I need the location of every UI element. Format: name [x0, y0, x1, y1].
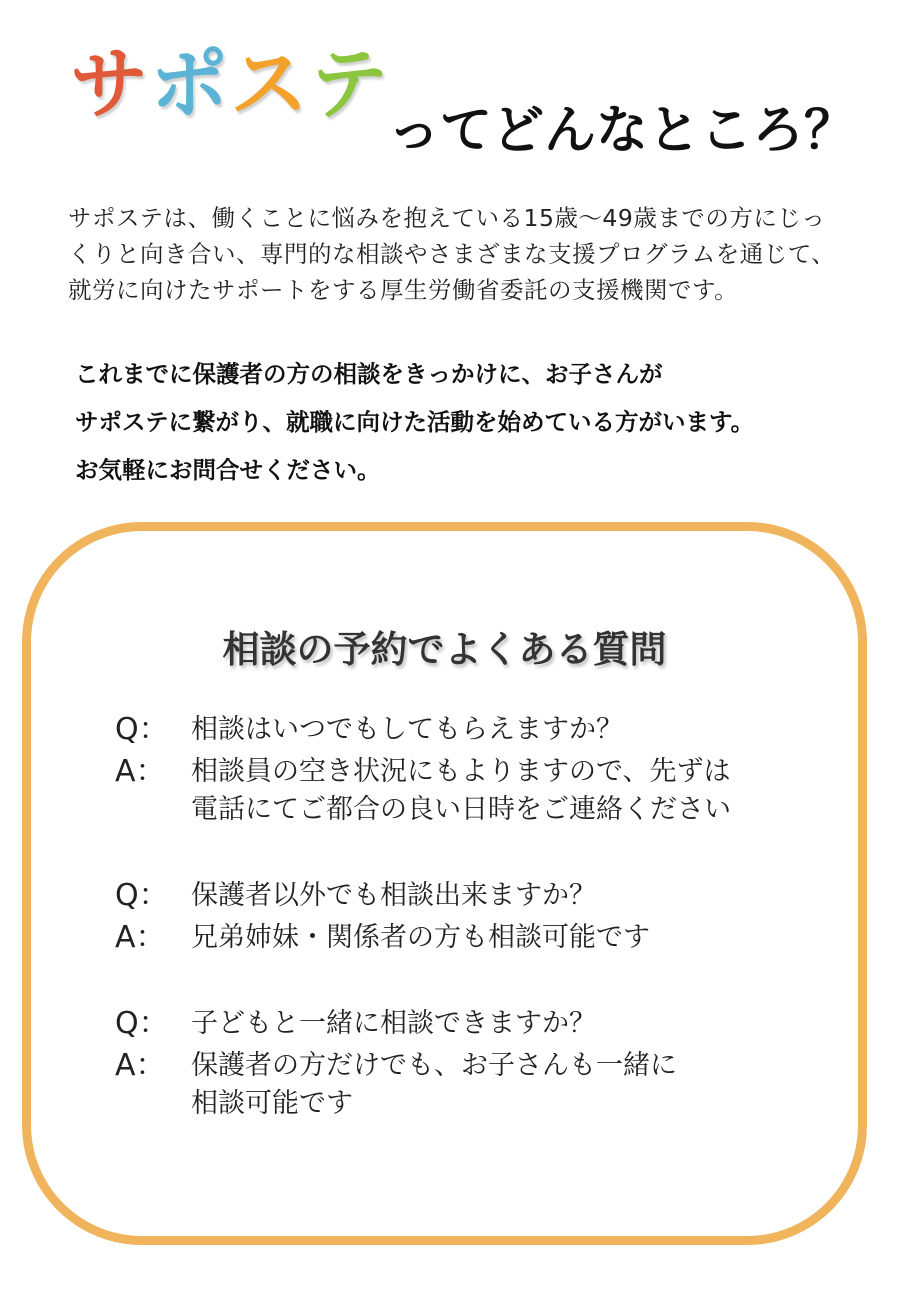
note-line: サポステに繋がり、就職に向けた活動を始めている方がいます。	[75, 408, 755, 436]
answer-text	[191, 1047, 835, 1123]
brand-char-su: ス	[230, 40, 311, 130]
answer-line: 保護者の方だけでも、お子さんも一緒に	[191, 1050, 677, 1081]
faq-list	[115, 711, 835, 1171]
answer-text	[191, 919, 835, 957]
faq-item	[115, 1005, 835, 1123]
brand-logo-text	[70, 30, 390, 140]
faq-item	[115, 711, 835, 829]
faq-answer	[115, 919, 835, 957]
title-question: ってどんなところ？	[388, 101, 857, 161]
faq-panel	[22, 522, 867, 1245]
question-text: 保護者以外でも相談出来ますか？	[191, 880, 596, 911]
faq-question	[115, 877, 835, 915]
question-mark-label: Q：	[115, 1006, 169, 1041]
answer-mark-label: A：	[115, 754, 166, 789]
faq-question	[115, 1005, 835, 1043]
answer-line: 兄弟姉妹・関係者の方も相談可能です	[191, 922, 650, 953]
answer-text	[191, 753, 835, 829]
page-title	[70, 30, 860, 170]
faq-answer	[115, 1047, 835, 1123]
note-line: お気軽にお問合せください。	[75, 456, 381, 484]
intro-paragraph: サポステは、働くことに悩みを抱えている15歳〜49歳までの方にじっくりと向き合い、専門的な相談やさまざまな支援プログラムを通じて、就労に向けたサポートをする厚生労働省委託の支援機関です。	[68, 204, 836, 304]
answer-line: 相談可能です	[191, 1088, 353, 1119]
answer-line: 電話にてご都合の良い日時をご連絡ください	[191, 794, 731, 825]
question-mark-label: Q：	[115, 878, 169, 913]
note-line: これまでに保護者の方の相談をきっかけに、お子さんが	[75, 360, 663, 388]
faq-item	[115, 877, 835, 957]
faq-question	[115, 711, 835, 749]
question-text: 子どもと一緒に相談できますか？	[191, 1008, 596, 1039]
brand-char-sa: サ	[70, 40, 151, 130]
answer-mark-label: A：	[115, 920, 166, 955]
brand-char-po: ポ	[150, 40, 231, 130]
question-text: 相談はいつでもしてもらえますか？	[191, 714, 623, 745]
question-mark-label: Q：	[115, 712, 169, 747]
answer-line: 相談員の空き状況にもよりますので、先ずは	[191, 756, 731, 787]
brand-char-te: テ	[310, 40, 391, 130]
parent-consultation-note	[75, 350, 865, 494]
faq-answer	[115, 753, 835, 829]
faq-heading: 相談の予約でよくある質問	[222, 628, 667, 671]
answer-mark-label: A：	[115, 1048, 166, 1083]
